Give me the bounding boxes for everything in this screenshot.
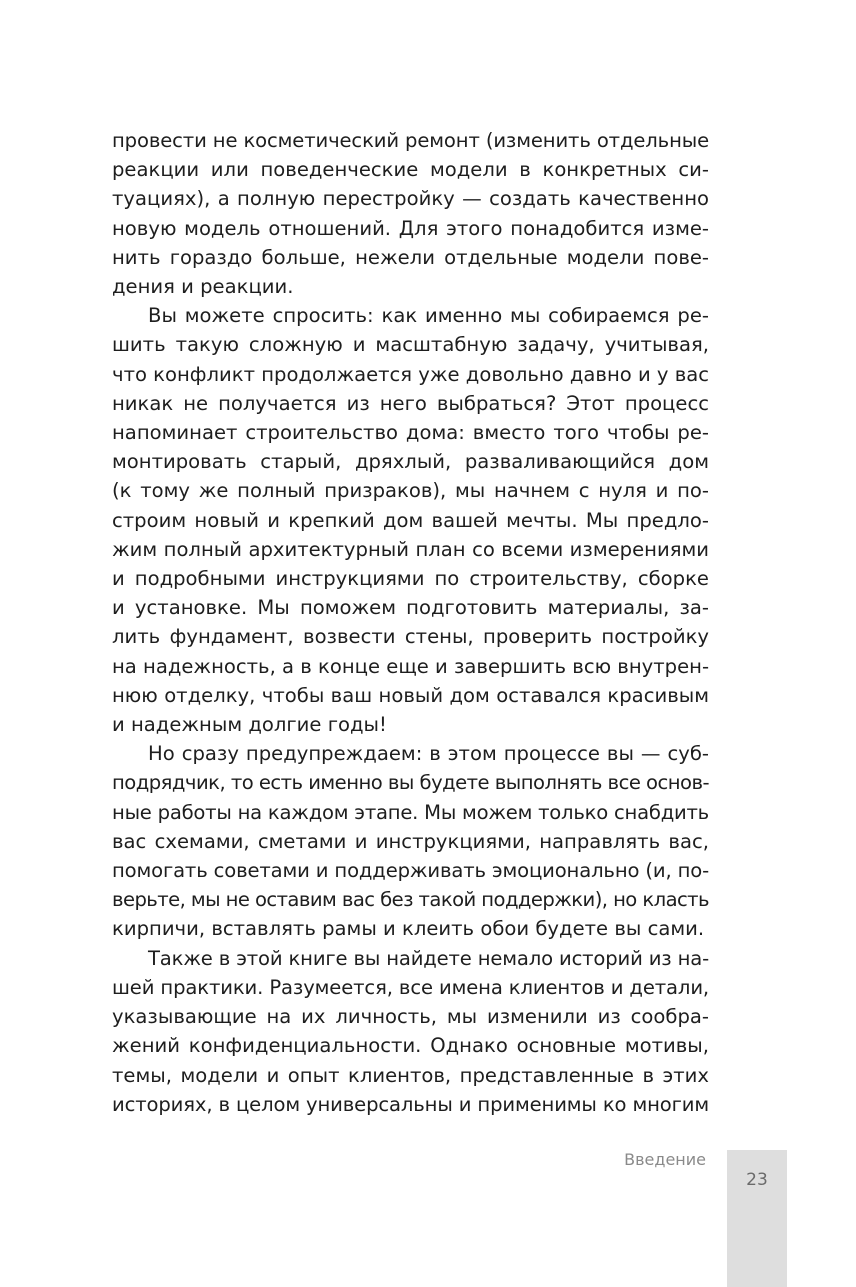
text-line: никак не получается из него выбраться? Этот процесс: [112, 391, 709, 415]
text-line: и подробными инструкциями по строительству, сборке: [112, 567, 709, 591]
paragraph: [112, 126, 709, 301]
page-number: 23: [746, 1170, 768, 1190]
text-line: туациях), а полную перестройку — создать качественно: [112, 187, 710, 211]
text-line: дения и реакции.: [112, 275, 294, 299]
page-number-tab: [727, 1150, 787, 1287]
text-line: новую модель отношений. Для этого понадобится изме-: [112, 216, 709, 240]
text-line: ные работы на каждом этапе. Мы можем только снабдить: [112, 800, 709, 824]
text-line: на надежность, а в конце еще и завершить всю внутрен-: [112, 654, 710, 678]
text-line: нюю отделку, чтобы ваш новый дом оставался красивым: [112, 683, 709, 707]
text-line: (к тому же полный призраков), мы начнем с нуля и по-: [112, 479, 709, 503]
text-line: Но сразу предупреждаем: в этом процессе вы — суб-: [148, 742, 709, 766]
text-line: жений конфиденциальности. Однако основные мотивы,: [112, 1034, 709, 1058]
text-line: лить фундамент, возвести стены, проверить постройку: [112, 625, 709, 649]
text-line: Вы можете спросить: как именно мы собираемся ре-: [148, 304, 709, 328]
text-line: темы, модели и опыт клиентов, представленные в этих: [112, 1063, 709, 1087]
text-line: строим новый и крепкий дом вашей мечты. Мы предло-: [112, 508, 709, 532]
text-line: шей практики. Разумеется, все имена клиентов и детали,: [112, 975, 710, 999]
text-line: Также в этой книге вы найдете немало историй из на-: [148, 946, 709, 970]
running-footer-section-title: Введение: [624, 1150, 706, 1169]
text-line: указывающие на их личность, мы изменили из сообра-: [112, 1005, 709, 1029]
paragraph: [112, 739, 709, 943]
text-line: реакции или поведенческие модели в конкретных си-: [112, 158, 709, 182]
text-line: и надежным долгие годы!: [112, 713, 387, 737]
text-line: жим полный архитектурный план со всеми измерениями: [112, 537, 709, 561]
text-line: нить гораздо больше, нежели отдельные модели пове-: [112, 245, 709, 269]
text-line: верьте, мы не оставим вас без такой поддержки), но класть: [112, 888, 709, 912]
text-line: провести не косметический ремонт (изменить отдельные: [112, 129, 710, 152]
text-line: напоминает строительство дома: вместо того чтобы ре-: [112, 421, 709, 445]
text-line: кирпичи, вставлять рамы и клеить обои будете вы сами.: [112, 917, 705, 941]
body-text: [112, 126, 709, 1119]
text-line: монтировать старый, дряхлый, разваливающийся дом: [112, 450, 709, 474]
text-line: и установке. Мы поможем подготовить материалы, за-: [112, 596, 709, 620]
text-line: что конфликт продолжается уже довольно давно и у вас: [112, 362, 710, 386]
text-line: шить такую сложную и масштабную задачу, учитывая,: [112, 333, 709, 357]
text-line: помогать советами и поддерживать эмоционально (и, по-: [112, 859, 709, 883]
paragraph: [112, 301, 709, 739]
paragraph: [112, 944, 709, 1119]
text-line: вас схемами, сметами и инструкциями, направлять вас,: [112, 829, 709, 853]
text-line: историях, в целом универсальны и применимы ко многим: [112, 1092, 710, 1116]
text-line: подрядчик, то есть именно вы будете выполнять все основ-: [112, 771, 710, 795]
